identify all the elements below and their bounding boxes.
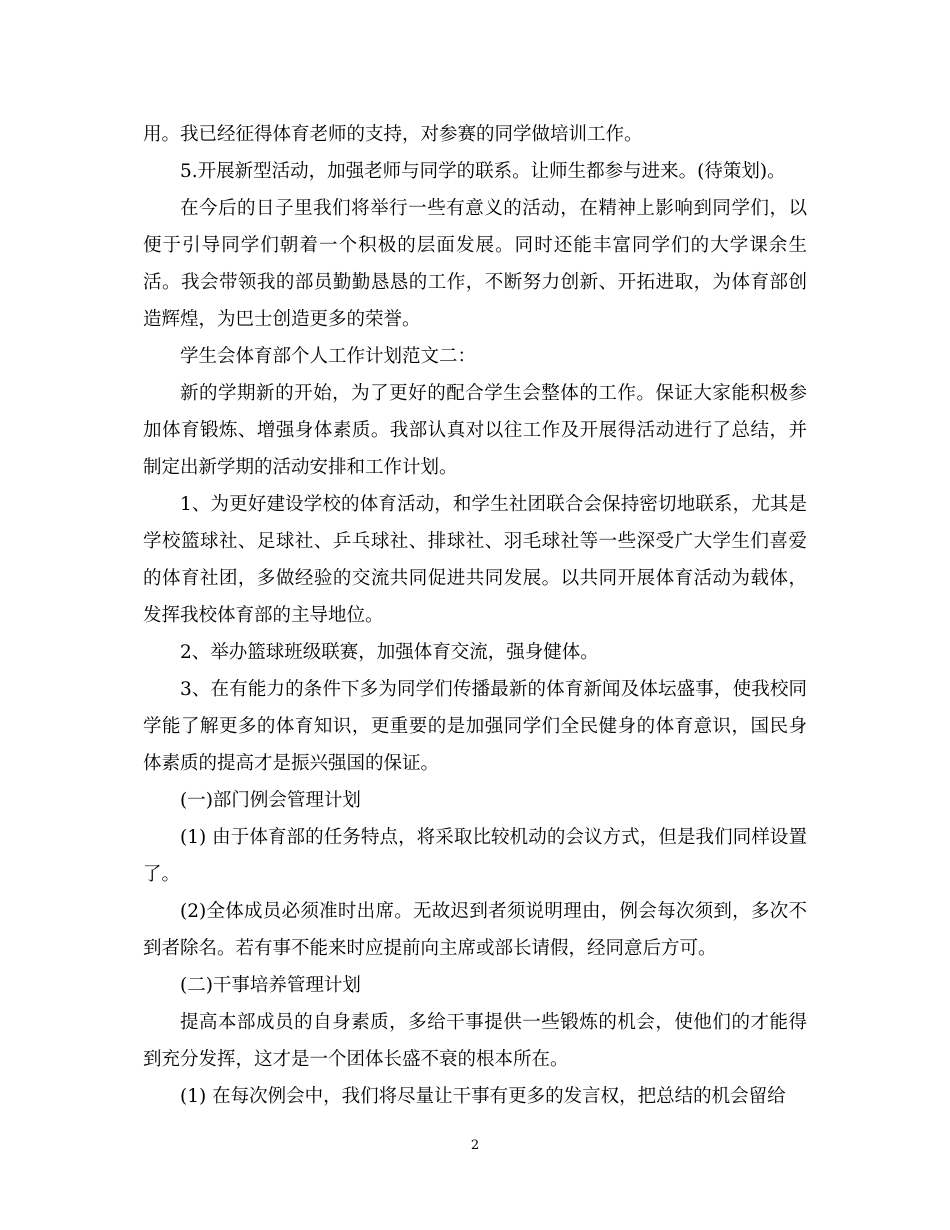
paragraph-10: (1) 由于体育部的任务特点，将采取比较机动的会议方式，但是我们同样设置了。: [143, 827, 807, 885]
paragraph-1: 用。我已经征得体育老师的支持，对参赛的同学做培训工作。: [143, 124, 643, 145]
paragraph-3: 在今后的日子里我们将举行一些有意义的活动，在精神上影响到同学们，以便于引导同学们朝着一个积极的层面发展。同时还能丰富同学们的大学课余生活。我会带领我的部员勤勤恳恳的工作，不断努力创新、开拓进取，为体育部创造辉煌，为巴士创造更多的荣誉。: [143, 198, 807, 330]
paragraph-13: 提高本部成员的自身素质，多给干事提供一些锻炼的机会，使他们的才能得到充分发挥，这才是一个团体长盛不衰的根本所在。: [143, 1012, 807, 1070]
paragraph-8: 3、在有能力的条件下多为同学们传播最新的体育新闻及体坛盛事，使我校同学能了解更多的体育知识，更重要的是加强同学们全民健身的体育意识，国民身体素质的提高才是振兴强国的保证。: [143, 679, 807, 774]
subheading-staff-training-plan: (二)干事培养管理计划: [180, 975, 361, 996]
paragraph-2: 5.开展新型活动，加强老师与同学的联系。让师生都参与进来。(待策划)。: [180, 161, 786, 182]
paragraph-11: (2)全体成员必须准时出席。无故迟到者须说明理由，例会每次须到，多次不到者除名。若有事不能来时应提前向主席或部长请假，经同意后方可。: [143, 901, 807, 959]
document-body: [143, 116, 807, 1115]
page-number: 2: [470, 1138, 480, 1153]
section-heading-example-two: 学生会体育部个人工作计划范文二：: [180, 346, 477, 367]
paragraph-6: 1、为更好建设学校的体育活动，和学生社团联合会保持密切地联系，尤其是学校篮球社、足球社、乒乓球社、排球社、羽毛球社等一些深受广大学生们喜爱的体育社团，多做经验的交流共同促进共同发展。以共同开展体育活动为载体，发挥我校体育部的主导地位。: [143, 494, 807, 626]
subheading-meeting-plan: (一)部门例会管理计划: [180, 790, 361, 811]
paragraph-7: 2、举办篮球班级联赛，加强体育交流，强身健体。: [180, 642, 599, 663]
paragraph-14: (1) 在每次例会中，我们将尽量让干事有更多的发言权，把总结的机会留给: [180, 1086, 786, 1107]
paragraph-5: 新的学期新的开始，为了更好的配合学生会整体的工作。保证大家能积极参加体育锻炼、增强身体素质。我部认真对以往工作及开展得活动进行了总结，并制定出新学期的活动安排和工作计划。: [143, 383, 807, 478]
